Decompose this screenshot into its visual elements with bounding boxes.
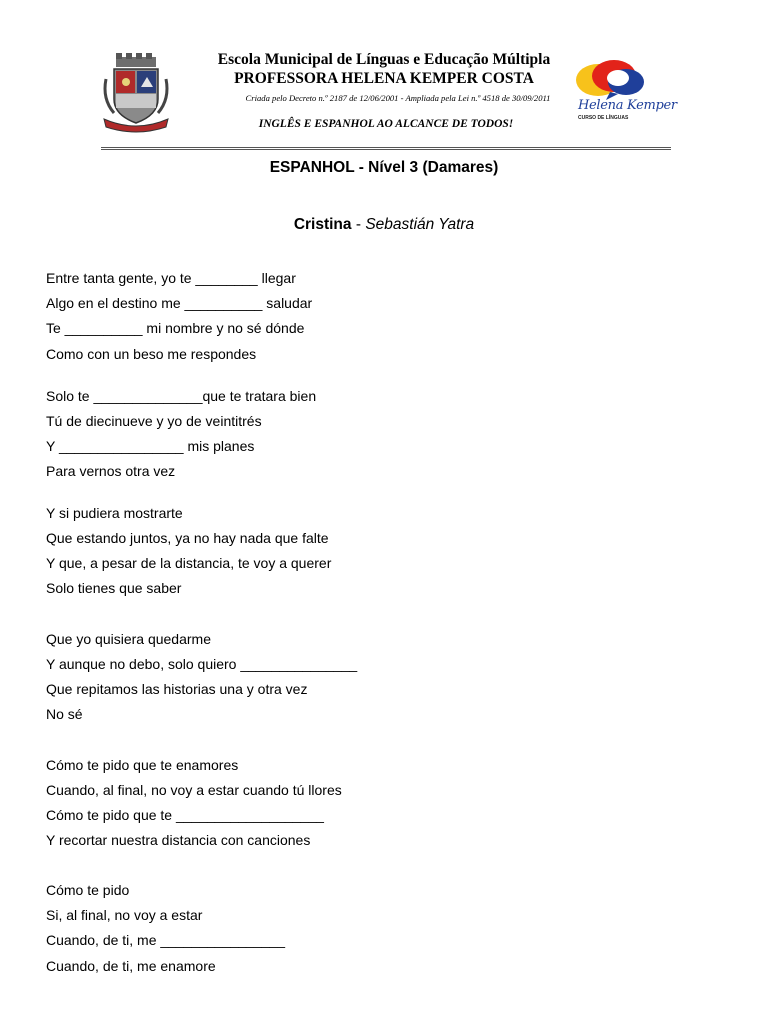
lyric-line: Y aunque no debo, solo quiero _______________ (46, 656, 358, 672)
lyric-line: Cuando, de ti, me enamore (46, 958, 216, 974)
lyric-line: Cómo te pido que te ___________________ (46, 807, 324, 823)
lyric-line: Algo en el destino me __________ saludar (46, 295, 313, 311)
lyric-line: Te __________ mi nombre y no sé dónde (46, 320, 305, 336)
lyric-line: Cuando, de ti, me ________________ (46, 932, 285, 948)
school-slogan: INGLÊS E ESPANHOL AO ALCANCE DE TODOS! (258, 118, 514, 130)
lyric-line: No sé (46, 706, 83, 722)
header-divider (101, 147, 671, 150)
lyric-line: Que yo quisiera quedarme (46, 631, 211, 647)
lyric-line: Solo te ______________que te tratara bien (46, 388, 317, 404)
song-name: Cristina (293, 216, 352, 233)
logo-subtitle: CURSO DE LÍNGUAS (578, 115, 629, 121)
municipal-crest-icon (100, 53, 172, 133)
school-header (176, 50, 592, 131)
helena-kemper-logo (570, 58, 682, 128)
level-title: ESPANHOL - Nível 3 (Damares) (269, 159, 499, 176)
lyric-line: Si, al final, no voy a estar (46, 907, 203, 923)
lyric-line: Entre tanta gente, yo te ________ llegar (46, 270, 296, 286)
lyric-line: Para vernos otra vez (46, 463, 176, 479)
lyric-line: Cómo te pido (46, 882, 130, 898)
lyric-line: Cómo te pido que te enamores (46, 757, 239, 773)
lyric-line: Cuando, al final, no voy a estar cuando tú llores (46, 782, 342, 798)
logo-name: Helena Kemper (578, 98, 677, 113)
lyric-line: Y recortar nuestra distancia con canciones (46, 832, 311, 848)
lyric-line: Y si pudiera mostrarte (46, 505, 183, 521)
lyric-line: Tú de diecinueve y yo de veintitrés (46, 413, 262, 429)
lyric-line: Y ________________ mis planes (46, 438, 255, 454)
school-decree: Criada pelo Decreto n.º 2187 de 12/06/2001 - Ampliada pela Lei n.º 4518 de 30/09/2011 (245, 93, 551, 103)
school-teacher: PROFESSORA HELENA KEMPER COSTA (234, 70, 534, 87)
lyric-line: Solo tienes que saber (46, 580, 182, 596)
speech-bubbles-icon (570, 58, 682, 100)
title-separator: - (351, 216, 366, 233)
song-title (0, 215, 768, 235)
lyric-line: Y que, a pesar de la distancia, te voy a querer (46, 555, 332, 571)
song-artist: Sebastián Yatra (365, 216, 475, 233)
lyric-line: Como con un beso me respondes (46, 346, 257, 362)
school-name: Escola Municipal de Línguas e Educação Múltipla (217, 51, 551, 68)
lyric-line: Que repitamos las historias una y otra vez (46, 681, 308, 697)
lyric-line: Que estando juntos, ya no hay nada que falte (46, 530, 329, 546)
